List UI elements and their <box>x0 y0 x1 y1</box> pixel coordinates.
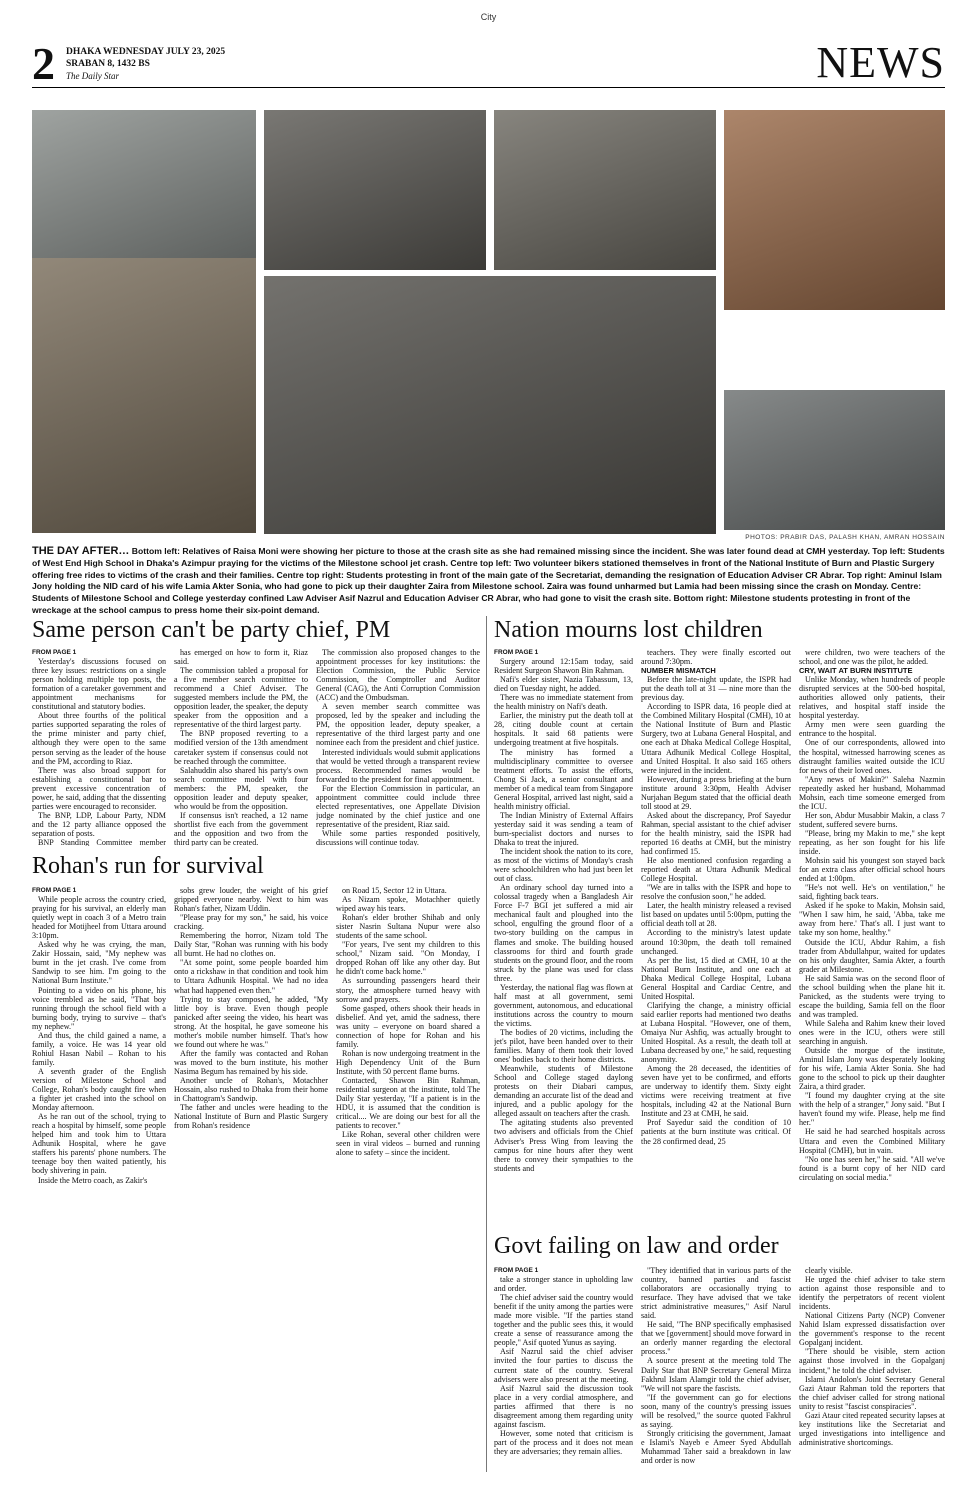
story-govt-col2 <box>641 1266 791 1472</box>
paragraph: Army men were seen guarding the entrance to the hospital. <box>799 720 945 739</box>
paragraph: He urged the chief adviser to take stern action against those responsible and to identify the perpetrators of recent violent incidents. <box>799 1275 945 1312</box>
paragraph: Unlike Monday, when hundreds of people disrupted services at the 500-bed hospital, authorities allowed only patients, their relatives, and hospital staff inside the hospital yesterday. <box>799 675 945 721</box>
paragraph: has emerged on how to form it, Riaz said. <box>174 648 308 667</box>
paragraph: Inside the Metro coach, as Zakir's <box>38 1175 148 1185</box>
story-rohan-col2 <box>174 886 328 1470</box>
photo-campus-protest <box>724 390 945 530</box>
from-page-label: FROM PAGE 1 <box>494 1267 539 1274</box>
photo-relatives-holding-photo <box>32 258 256 533</box>
paragraph: teachers. They were finally escorted out around 7:30pm. <box>641 648 791 667</box>
masthead <box>32 40 945 88</box>
paragraph: As surrounding passengers heard their story, the atmosphere turned heavy with sorrow and prayers. <box>336 976 480 1004</box>
paragraph: The commission also proposed changes to the appointment processes for key institutions: the Election Commission, the Public Service Commission, the Comptroller and Auditor General (CAG), the Anti Corruption Commission (ACC) and the Ombudsman. <box>316 648 480 703</box>
paragraph: Some gasped, others shook their heads in disbelief. And yet, amid the sadness, there was unity – everyone on board shared a connection of hope for Rohan and his family. <box>336 1003 480 1049</box>
paragraph: While people across the country cried, praying for his survival, an elderly man quietly wept in coach 3 of a Metro train headed for Motijheel from Uttara around 3:10pm. <box>32 895 166 941</box>
subhead: NUMBER MISMATCH <box>641 666 716 676</box>
story-party-chief-col3 <box>316 648 480 846</box>
paragraph: Strongly criticising the government, Jamaat e Islami's Nayeb e Ameer Syed Abdullah Muhammad Taher said a breakdown in law and order is now <box>641 1428 791 1465</box>
paragraph: One of our correspondents, allowed into the hospital, witnessed harrowing scenes as distraught families waited outside the ICU for news of their loved ones. <box>799 738 945 775</box>
story-nation-col3 <box>799 648 945 1216</box>
paragraph: The chief adviser said the country would benefit if the unity among the parties were made more visible. "If the parties stand together and the public sees this, it would create a sense of reassurance among the people," Asif quoted Yunus as saying. <box>494 1293 633 1348</box>
paragraph: After the family was contacted and Rohan was moved to the burn institute, his mother Nasima Begum has remained by his side. <box>174 1048 328 1076</box>
headline-govt-failing: Govt failing on law and order <box>494 1233 779 1259</box>
paragraph: The BNP proposed reverting to a modified version of the 13th amendment caretaker system if consensus could not be reached through the committee. <box>174 729 308 766</box>
photo-students-at-gate <box>494 110 716 270</box>
paragraph: Islami Andolon's Joint Secretary General Gazi Ataur Rahman told the reporters that the chief adviser called for strong national unity to resist "fascist conspiracies". <box>799 1374 945 1411</box>
paragraph: Mohsin said his youngest son stayed back for an extra class after official school hours ended at 1:00pm. <box>799 856 945 884</box>
photo-volunteer-bikers <box>264 110 486 270</box>
paragraph: "I found my daughter crying at the site with the help of a stranger," Jony said. "But I haven't found my wife. Please, help me find her." <box>799 1091 945 1128</box>
paragraph: As Nizam spoke, Motachher quietly wiped away his tears. <box>336 895 480 914</box>
from-page-label: FROM PAGE 1 <box>494 649 539 656</box>
paragraph: Like Rohan, several other children were seen in viral videos – burned and running alone to safety – since the incident. <box>336 1130 480 1158</box>
paragraph: clearly visible. <box>805 1266 853 1275</box>
paragraph: The agitating students also prevented two advisers and officials from the Chief Adviser's Press Wing from leaving the campus for nine hours after they went there to convey their sympathies to the students and <box>494 1118 633 1173</box>
masthead-meta <box>66 46 225 82</box>
paragraph: Another uncle of Rohan's, Motachher Hossain, also rushed to Dhaka from their home in Chattogram's Sandwip. <box>174 1075 328 1104</box>
paragraph: According to the ministry's latest update around 10:30pm, the death toll remained unchanged. <box>641 928 791 956</box>
story-nation-col1 <box>494 648 633 1216</box>
paragraph: "There should be visible, stern action against those involved in the Gopalganj incident," he told the chief adviser. <box>799 1347 945 1375</box>
paragraph: "We are in talks with the ISPR and hope to resolve the confusion soon," he added. <box>641 883 791 902</box>
from-page-label: FROM PAGE 1 <box>32 649 77 656</box>
paragraph: A seventh grader of the English version of Milestone School and College, Rohan's body caught fire when a fighter jet crashed into the school on Monday afternoon. <box>32 1066 166 1113</box>
headline-rohan: Rohan's run for survival <box>32 853 264 879</box>
paragraph: The bodies of 20 victims, including the jet's pilot, have been handed over to their families. Many of them took their loved ones' bodies back to their home districts. <box>494 1027 633 1065</box>
paragraph: While Saleha and Rahim knew their loved ones were in the ICU, others were still searching in anguish. <box>799 1018 945 1047</box>
paragraph: "For years, I've sent my children to this school," Nizam said. "On Monday, I dropped Rohan off like any other day. But he didn't come back home." <box>336 940 480 977</box>
paragraph: "They identified that in various parts of the country, banned parties and fascist collaborators are occasionally trying to resurface. They have advised that we take strict administrative measures," Asif Narul said. <box>641 1266 791 1321</box>
photo-students-praying <box>32 110 256 270</box>
paragraph: "At some point, some people boarded him onto a rickshaw in that condition and took him to Uttara Adhunik Hospital. We had no idea what had happened even then." <box>174 958 328 995</box>
story-nation-col2 <box>641 648 791 1216</box>
story-rohan-col3 <box>336 886 480 1470</box>
photo-credit: PHOTOS: PRABIR DAS, PALASH KHAN, AMRAN HOSSAIN <box>745 534 945 541</box>
bangla-date: SRABAN 8, 1432 BS <box>66 59 150 69</box>
paragraph: National Citizens Party (NCP) Convener Nahid Islam expressed dissatisfaction over the government's response to the recent Gopalganj incident. <box>799 1311 945 1348</box>
headline-party-chief: Same person can't be party chief, PM <box>32 617 391 643</box>
paragraph: "Please pray for my son," he said, his voice cracking. <box>174 913 328 932</box>
paragraph: Gazi Ataur cited repeated security lapses at key institutions like the Secretariat and urged investigations into intelligence and administrative shortcomings. <box>799 1410 945 1447</box>
paragraph: There was no immediate statement from the health ministry on Nafi's death. <box>494 693 633 712</box>
paragraph: Clarifying the change, a ministry official said earlier reports had mentioned two deaths at Lubana Hospital. "However, one of them, Omaiya Nur Ashfiq, was actually brought to United Hospital. As a result, the death toll at Lubana decreased by one," he said, requesting anonymity. <box>641 1000 791 1065</box>
paragraph: "Please, bring my Makin to me," she kept repeating, as her son fought for his life inside. <box>799 828 945 857</box>
paragraph: "Any news of Makin?" Saleha Nazmin repeatedly asked her husband, Mohammad Mohsin, each time someone emerged from the ICU. <box>799 774 945 811</box>
caption-text: Bottom left: Relatives of Raisa Moni were showing her picture to those at the crash site as she had remained missing since the incident. She was later found dead at CMH yesterday. Top left: Students of West End High School in Dhaka's Azimpur praying for the victims of the Milestone school jet crash. Centre top left: Two volunteer bikers stationed themselves in front of the National Institute of Burn and Plastic Surgery offering free rides to victims of the crash and their families. Centre top right: Students protesting in front of the main gate of the Secretariat, demanding the resignation of Education Adviser CR Abrar. Top right: Aminul Islam Jony holding the NID card of his wife Lamia Akter Sonia, who had gone to pick up their daughter Zaira from Milestone school. Zaira was found unharmed but Lamia had been missing since the crash on Monday. Centre: Students of Milestone School and College yesterday confined Law Adviser Asif Nazrul and Education Adviser CR Abrar, who had gone to visit the crash site. Bottom right: Milestone students protesting in front of the wreckage at the school campus to press home their six-point demand. <box>32 546 945 615</box>
paragraph: The BNP, LDP, Labour Party, NDM and the 12 party alliance opposed the separation of posts. <box>32 810 166 838</box>
paragraph: Surgery around 12:15am today, said Resident Surgeon Shawon Bin Rahman. <box>494 657 633 676</box>
paragraph: He said, "The BNP specifically emphasised that we [government] should move forward in an orderly manner regarding the electoral process." <box>641 1320 791 1357</box>
paragraph: An ordinary school day turned into a colossal tragedy when a Bangladesh Air Force F-7 BGI jet suffered a mid air mechanical fault and ploughed into the school, engulfing the ground floor of a two-story building on the campus in flames and smoke. The building housed classrooms for third and fourth grade students on the ground floor, and the room struck by the plane was used for class three. <box>494 883 633 983</box>
paragraph: For the Election Commission in particular, an appointment committee could include three elected representatives, one Appellate Division judge nominated by the chief justice and one representative of the president, Riaz said. <box>316 783 480 829</box>
paragraph: Asked if he spoke to Makin, Mohsin said, "When I saw him, he said, 'Abba, take me away from here.' That's all. I just want to take my son home, healthy." <box>799 901 945 938</box>
paragraph: However, during a press briefing at the burn institute around 3:30pm, Health Adviser Nurjahan Begum stated that the official death toll stood at 29. <box>641 774 791 811</box>
paragraph: According to ISPR data, 16 people died at the Combined Military Hospital (CMH), 10 at the National Institute of Burn and Plastic Surgery, two at Lubana General Hospital, and one each at Dhaka Medical College Hospital, Uttara Adhunik Medical College Hospital, and United Hospital. It also said 165 others were injured in the incident. <box>641 702 791 775</box>
paragraph: Yesterday's discussions focused on three key issues: restrictions on a single person holding multiple top posts, the formation of a caretaker government and appointment mechanisms for constitutional and statutory bodies. <box>32 657 166 712</box>
paragraph: Yesterday, the national flag was flown at half mast at all government, semi government, autonomous, and educational institutions across the country to mourn the victims. <box>494 982 633 1028</box>
paragraph: The commission tabled a proposal for a five member search committee to recommend a Chief Adviser. The suggested members include the PM, the opposition leader, the speaker, the deputy speaker from the opposition and a representative of the third largest party. <box>174 666 308 730</box>
photo-caption <box>32 546 945 617</box>
subhead: CRY, WAIT AT BURN INSTITUTE <box>799 666 913 676</box>
paragraph: The father and uncles were heading to the National Institute of Burn and Plastic Surgery from Rohan's residence <box>174 1103 328 1131</box>
brand-logo: The Daily Star <box>66 71 119 81</box>
paragraph: A seven member search committee was proposed, led by the speaker and including the PM, the opposition leader, deputy speaker, a representative of the third largest party and one nominee each from the president and chief justice. <box>316 702 480 748</box>
paragraph: Her son, Abdur Musabbir Makin, a class 7 student, suffered severe burns. <box>799 810 945 829</box>
paragraph: However, some noted that criticism is part of the process and it does not mean they are adversaries; they remain allies. <box>494 1428 633 1456</box>
paragraph: on Road 15, Sector 12 in Uttara. <box>342 886 447 895</box>
paragraph: were children, two were teachers of the school, and one was the pilot, he added. <box>799 648 945 667</box>
paragraph: There was also broad support for establishing a constitutional bar to prevent excessive concentration of power, he said, adding that the dissenting parties were encouraged to reconsider. <box>32 765 166 811</box>
paragraph: take a stronger stance in upholding law and order. <box>494 1275 633 1294</box>
paragraph: Earlier, the ministry put the death toll at 28, citing double count at certain hospitals. It said 68 patients were undergoing treatment at five hospitals. <box>494 711 633 748</box>
photo-man-with-nid-card <box>724 110 945 310</box>
paragraph: Prof Sayedur said the condition of 10 patients at the burn institute was critical. Of the 28 confirmed dead, 25 <box>641 1118 791 1146</box>
paragraph: Asif Nazrul said the chief adviser invited the four parties to discuss the current state of the country. Several advisers were also present at the meeting. <box>494 1347 633 1384</box>
paragraph: About three fourths of the political parties supported separating the roles of the prime minister and party chief, although they were open to the same person serving as the leader of the house and the PM, according to Riaz. <box>32 711 166 766</box>
paragraph: He said Samia was on the second floor of the school building when the plane hit it. Panicked, as the students were trying to escape the building, Samia fell on the floor and was trampled. <box>799 973 945 1019</box>
paragraph: He said he had searched hospitals across Uttara and even the Combined Military Hospital (CMH), but in vain. <box>799 1127 945 1155</box>
paragraph: He also mentioned confusion regarding a reported death at Uttara Adhunik Medical College Hospital. <box>641 856 791 884</box>
paragraph: As per the list, 15 died at CMH, 10 at the National Burn Institute, and one each at Dhaka Medical College Hospital, Lubana General Hospital and Cardiac Centre, and United Hospital. <box>641 955 791 1001</box>
paragraph: BNP Standing Committee member <box>38 837 166 846</box>
section-label: City <box>480 12 497 22</box>
story-party-chief-col1 <box>32 648 166 846</box>
paragraph: The incident shook the nation to its core, as most of the victims of Monday's crash were schoolchildren who had just been let out of class. <box>494 847 633 884</box>
story-govt-col3 <box>799 1266 945 1472</box>
paragraph: "No one has seen her," he said. "All we've found is a burnt copy of her NID card circulating on social media." <box>799 1154 945 1182</box>
paragraph: Meanwhile, students of Milestone School and College staged daylong protests on their Diabari campus, demanding an accurate list of the dead and injured, and a public apology for the alleged assault on teachers after the crash. <box>494 1064 633 1119</box>
paragraph: Contacted, Shawon Bin Rahman, residential surgeon at the institute, told The Daily Star yesterday, "If a patient is in the HDU, it is assumed that the condition is critical.... We are doing our best for all the patients to recover." <box>336 1075 480 1131</box>
paragraph: "He's not well. He's on ventilation," he said, fighting back tears. <box>799 883 945 902</box>
headline-nation-mourns: Nation mourns lost children <box>494 617 763 643</box>
paragraph: Before the late-night update, the ISPR had put the death toll at 31 — nine more than the previous day. <box>641 675 791 703</box>
paragraph: If consensus isn't reached, a 12 name shortlist five each from the government and the opposition and two from the third party can be created. <box>174 810 308 846</box>
paragraph: Interested individuals would submit applications that would be vetted through a transparent review process. Recommended names would be forwarded to the president for final appointment. <box>316 747 480 784</box>
paragraph: Asked why he was crying, the man, Zakir Hossain, said, "My nephew was burnt in the jet crash. I've come from Sandwip to see him. I'm going to the National Burn Institute." <box>32 940 166 986</box>
photo-crowd-protest <box>264 276 716 534</box>
paragraph: Remembering the horror, Nizam told The Daily Star, "Rohan was running with his body all burnt. He had no clothes on. <box>174 931 328 959</box>
paragraph: Rohan is now undergoing treatment in the High Dependency Unit of the Burn Institute, with 50 percent flame burns. <box>336 1048 480 1076</box>
paragraph: Among the 28 deceased, the identities of seven have yet to be confirmed, and efforts are underway to identify them. Sixty eight victims were receiving treatment at five hospitals, including 42 at the National Burn Institute and 23 at CMH, he said. <box>641 1064 791 1119</box>
paragraph: Pointing to a video on his phone, his voice trembled as he said, "That boy running through the school field with a burning body, trying to survive – that's my nephew." <box>32 985 166 1031</box>
section-title: NEWS <box>816 38 945 87</box>
paragraph: Asif Nazrul said the discussion took place in a very cordial atmosphere, and parties affirmed that there is no disagreement among them regarding unity against fascism. <box>494 1383 633 1429</box>
story-rohan-col1 <box>32 886 166 1470</box>
paragraph: Trying to stay composed, he added, "My little boy is brave. Even though people panicked after seeing the video, his heart was strong. At the hospital, he gave someone his mother's mobile number himself. That's how we found out where he was." <box>174 994 328 1049</box>
paragraph: Outside the ICU, Abdur Rahim, a fish trader from Abdullahpur, waited for updates on his only daughter, Samia Akter, a fourth grader at Milestone. <box>799 937 945 974</box>
paragraph: Later, the health ministry released a revised list based on updates until 5:00pm, putting the official death toll at 28. <box>641 901 791 929</box>
date-line: DHAKA WEDNESDAY JULY 23, 2025 <box>66 47 226 57</box>
paragraph: Rohan's elder brother Shihab and only sister Nasrin Sultana Nupur were also students of the same school. <box>336 913 480 941</box>
paragraph: A source present at the meeting told The Daily Star that BNP Secretary General Mirza Fakhrul Islam Alamgir told the chief adviser, "We will not spare the fascists. <box>641 1356 791 1393</box>
paragraph: Salahuddin also shared his party's own search committee model with four members: the PM, speaker, the opposition leader and deputy speaker, who would be from the opposition. <box>174 765 308 811</box>
paragraph: And thus, the child gained a name, a family, a voice. He was 14 year old Rohiul Hasan Nabil – Rohan to his family. <box>32 1030 166 1067</box>
caption-lead: THE DAY AFTER… <box>32 545 130 557</box>
story-govt-col1 <box>494 1266 633 1472</box>
column-divider <box>486 616 487 1472</box>
page-number: 2 <box>32 38 55 89</box>
paragraph: The ministry has formed a multidisciplinary committee to oversee treatment efforts. To assist the efforts, Chong Si Jack, a senior consultant and member of a medical team from Singapore General Hospital, arrived last night, said a health ministry official. <box>494 747 633 811</box>
paragraph: While some parties responded positively, discussions will continue today. <box>316 828 480 846</box>
paragraph: As he ran out of the school, trying to reach a hospital by himself, some people helped him and took him to Uttara Adhunik Hospital, where he gave staffers his parents' phone numbers. The teenage boy then waited patiently, his body shivering in pain. <box>32 1112 166 1176</box>
from-page-label: FROM PAGE 1 <box>32 887 77 894</box>
story-party-chief-col2 <box>174 648 308 846</box>
paragraph: sobs grew louder, the weight of his grief gripped everyone nearby. Next to him was Rohan's father, Nizam Uddin. <box>174 886 328 914</box>
paragraph: Nafi's elder sister, Nazia Tabassum, 13, died on Tuesday night, he added. <box>494 675 633 694</box>
paragraph: Asked about the discrepancy, Prof Sayedur Rahman, special assistant to the chief adviser for the health ministry, said the ISPR had reported 16 deaths at CMH, but the ministry had confirmed 15. <box>641 810 791 857</box>
paragraph: Outside the morgue of the institute, Aminul Islam Jony was desperately looking for his wife, Lamia Akter Sonia. She had gone to the school to pick up their daughter Zaira, a third grader. <box>799 1046 945 1092</box>
paragraph: "If the government can go for elections soon, many of the country's pressing issues will be resolved," the source quoted Fakhrul as saying. <box>641 1392 791 1429</box>
paragraph: The Indian Ministry of External Affairs yesterday said it was sending a team of burn-specialist doctors and nurses to Dhaka to treat the injured. <box>494 810 633 847</box>
